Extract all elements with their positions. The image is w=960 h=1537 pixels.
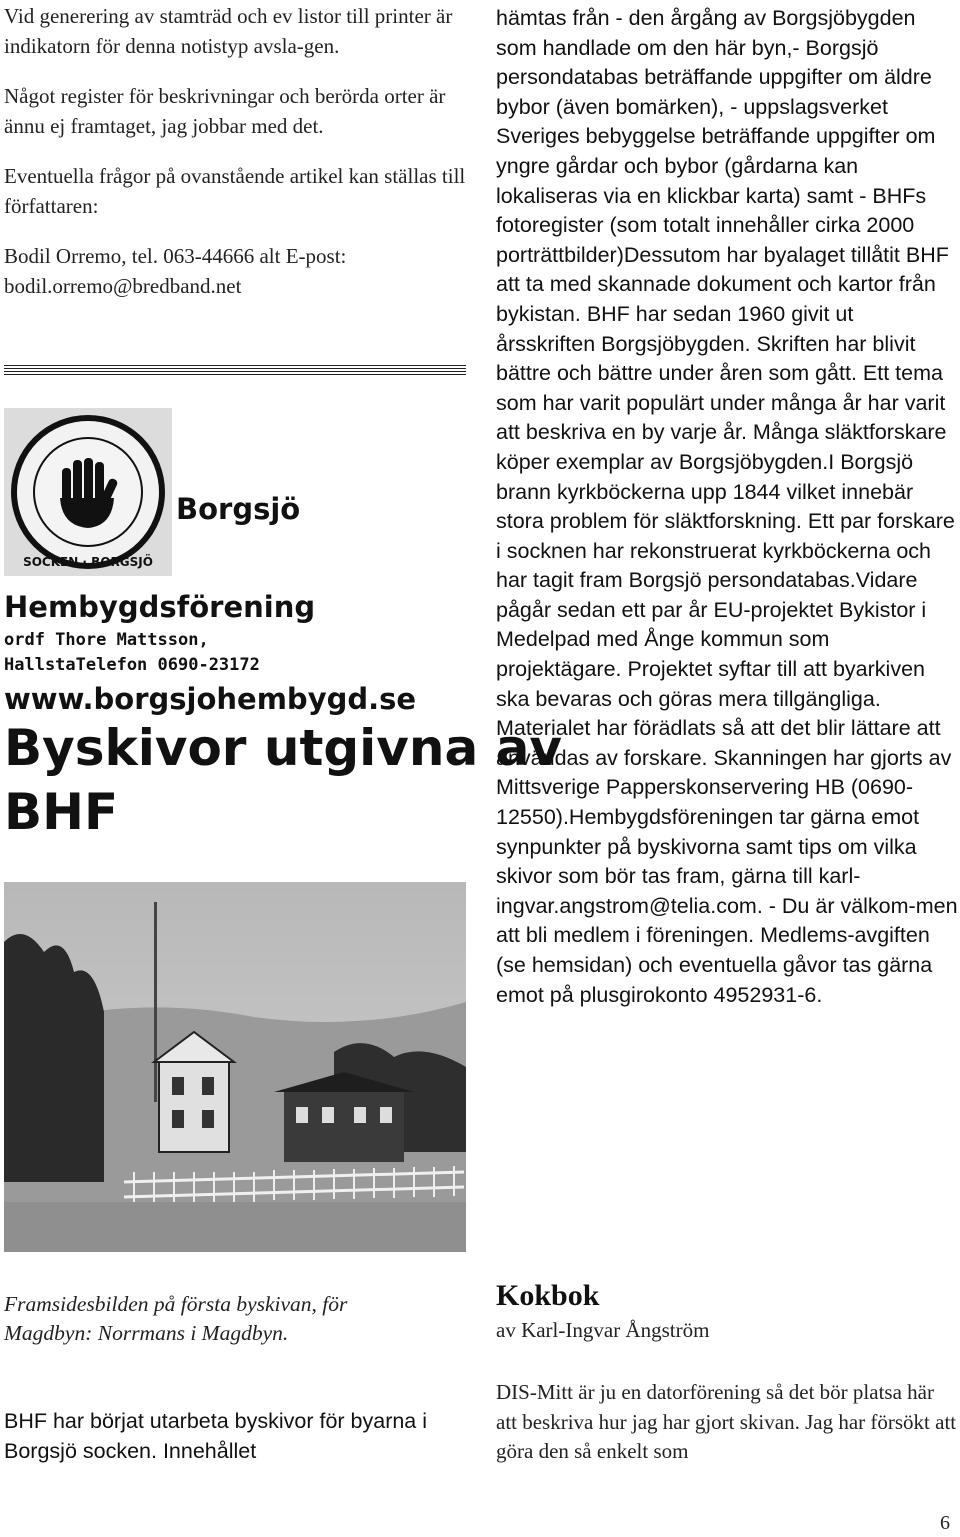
caption-line-1: Framsidesbilden på första byskivan, för	[4, 1292, 348, 1316]
kokbok-body	[496, 1378, 958, 1467]
intro-paragraph-1: Vid generering av stamträd och ev listor till printer är indikatorn för denna notistyp avsla-gen.	[4, 4, 453, 58]
headline-line-1: Byskivor utgivna av	[4, 719, 562, 777]
association-name-hembygdsforening: Hembygdsförening	[4, 590, 316, 624]
association-name-borgsjo: Borgsjö	[176, 492, 301, 526]
section-divider	[4, 365, 466, 377]
website-link[interactable]: www.borgsjohembygd.se	[4, 682, 417, 716]
right-column-text	[496, 4, 958, 1010]
intro-paragraph-3: Eventuella frågor på ovanstående artikel kan ställas till författaren:	[4, 164, 466, 218]
kokbok-paragraph: DIS-Mitt är ju en datorförening så det bör platsa här att beskriva hur jag har gjort skivan. Jag har försökt att göra den så enkelt som	[496, 1380, 957, 1463]
phone-contact: HallstaTelefon 0690-23172	[4, 655, 260, 675]
headline	[4, 718, 562, 842]
intro-text	[4, 2, 474, 301]
kokbok-title: Kokbok	[496, 1279, 600, 1312]
village-photo	[4, 882, 466, 1252]
photo-caption	[4, 1290, 464, 1348]
page-number: 6	[940, 1512, 950, 1534]
headline-line-2: BHF	[4, 783, 119, 841]
kokbok-author: av Karl-Ingvar Ångström	[496, 1318, 710, 1342]
association-stamp-logo	[4, 408, 172, 576]
caption-line-2: Magdbyn: Norrmans i Magdbyn.	[4, 1321, 289, 1345]
intro-paragraph-2: Något register för beskrivningar och berörda orter är ännu ej framtaget, jag jobbar med det.	[4, 84, 446, 138]
chairman-contact: ordf Thore Mattsson,	[4, 630, 209, 650]
author-contact: Bodil Orremo, tel. 063-44666 alt E-post: bodil.orremo@bredband.net	[4, 244, 347, 298]
stamp-text: SOCKEN · BORGSJÖ	[23, 555, 153, 569]
bhf-paragraph: BHF har börjat utarbeta byskivor för byarna i Borgsjö socken. Innehållet	[4, 1409, 428, 1463]
right-column-paragraph: hämtas från - den årgång av Borgsjöbygden som handlade om den här byn,- Borgsjö persondatabas beträffande uppgifter om äldre bybor (även bomärken), - uppslagsverket Sveriges bebyggelse beträffande uppgifter om yngre gårdar och bybor (gårdarna kan lokaliseras via en klickbar karta) samt - BHFs fotoregister (som totalt innehåller cirka 2000 porträttbilder)Dessutom har byalaget tillåtit BHF att ta med skannade dokument och kartor från bykistan. BHF har sedan 1960 givit ut årsskriften Borgsjöbygden. Skriften har blivit bättre och bättre under åren som gått. Ett tema som har varit populärt under många år har varit att beskriva en by varje år. Många släktforskare köper exemplar av Borgsjöbygden.I Borgsjö brann kyrkböckerna upp 1844 vilket innebär stora problem för släktforskning. Ett par forskare i socknen har rekonstruerat kyrkböckerna och har tagit fram Borgsjö persondatabas.Vidare pågår sedan ett par år EU-projektet Bykistor i Medelpad med Ånge kommun som projektägare. Projektet syftar till att byarkiven ska bevaras och göras mera tillgängliga. Materialet har förädlats så att det blir lättare att användas av forskare. Skanningen har gjorts av Mittsverige Papperskonservering HB (0690-12550).Hembygdsföreningen tar gärna emot synpunkter på byskivorna samt tips om vilka skivor som bör tas fram, gärna till karl-ingvar.angstrom@telia.com. - Du är välkom-men att bli medlem i föreningen. Medlems-avgiften (se hemsidan) och eventuella gåvor tas gärna emot på plusgirokonto 4952931-6.	[496, 6, 958, 1007]
